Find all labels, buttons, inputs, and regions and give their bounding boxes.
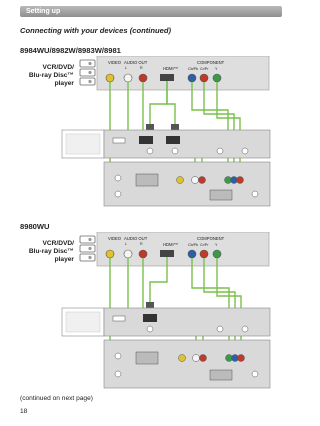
page-number: 18 [20,408,28,415]
label-cb: Cb/Pb [188,67,198,71]
label-audio-out: AUDIO OUT [124,60,148,65]
source-output-panel [97,56,269,90]
label-cr: Cr/Pr [200,67,209,71]
player-icon [80,60,95,85]
hdmi-port [160,74,174,81]
audio-r-jack [139,250,147,258]
device-label-line: VCR/DVD/ [42,240,74,247]
device-label-line: VCR/DVD/ [42,64,74,71]
cb-jack [188,74,196,82]
label-audio-l: L [125,242,127,246]
video-jack [106,250,114,258]
player-icon [80,236,95,261]
hdmi-plug [171,124,179,130]
label-video: VIDEO [108,60,122,65]
label-hdmi: HDMI™ [163,66,178,71]
hdmi-port [160,250,174,257]
label-y: Y [215,243,218,247]
connection-diagram-1 [0,56,300,208]
audio-l-jack [124,74,132,82]
footer-note: (continued on next page) [20,395,93,402]
hdmi-plug [146,302,154,308]
label-audio-l: L [125,66,127,70]
label-audio-out: AUDIO OUT [124,236,148,241]
label-audio-r: R [140,242,143,246]
section-title: Setting up [26,8,61,15]
model-heading-1: 8984WU/8982W/8983W/8981 [20,46,121,55]
model-heading-2: 8980WU [20,222,50,231]
page-heading: Connecting with your devices (continued) [20,26,172,35]
label-component: COMPONENT [197,236,225,241]
label-hdmi: HDMI™ [163,242,178,247]
label-cb: Cb/Pb [188,243,198,247]
cr-jack [200,74,208,82]
y-jack [213,74,221,82]
projector-panel-lower [104,340,270,388]
device-label-line: Blu-ray Disc™ [28,248,74,255]
label-component: COMPONENT [197,60,225,65]
connection-diagram-2 [0,232,300,392]
label-y: Y [215,67,218,71]
y-jack [213,250,221,258]
label-audio-r: R [140,66,143,70]
source-output-panel [97,232,269,266]
projector-panel-lower [104,162,270,206]
video-jack [106,74,114,82]
hdmi-plug [146,124,154,130]
label-video: VIDEO [108,236,122,241]
cable-group [110,257,241,352]
label-cr: Cr/Pr [200,243,209,247]
audio-r-jack [139,74,147,82]
device-label-line: player [54,80,74,87]
section-bar [20,6,282,17]
device-label-line: player [54,256,74,263]
audio-l-jack [124,250,132,258]
cb-jack [188,250,196,258]
device-label-line: Blu-ray Disc™ [28,72,74,79]
cr-jack [200,250,208,258]
